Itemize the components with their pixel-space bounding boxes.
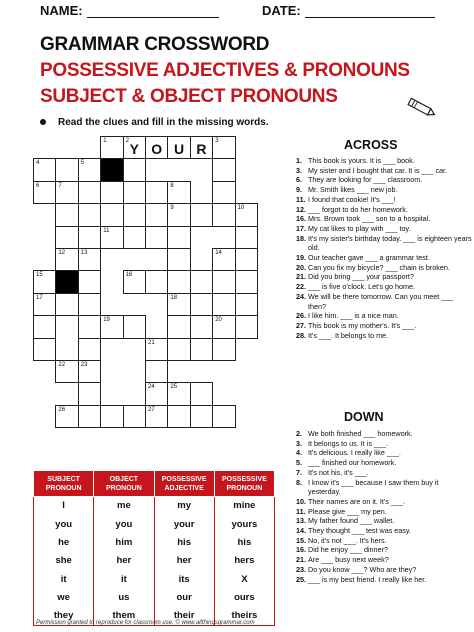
clue-text: My father found ___ wallet. [308, 516, 395, 526]
crossword-cell[interactable] [167, 248, 190, 271]
cell-number: 24 [148, 384, 155, 391]
across-clue [296, 253, 472, 263]
down-clue [296, 565, 472, 575]
cell-letter: U [174, 141, 185, 157]
down-clue [296, 507, 472, 517]
down-clue [296, 429, 472, 439]
down-clue [296, 555, 472, 565]
crossword-cell[interactable] [190, 338, 213, 361]
table-cell: theirs [214, 607, 274, 625]
crossword-cell[interactable] [212, 405, 235, 428]
crossword-cell[interactable] [100, 226, 123, 249]
clue-number: 13. [296, 516, 306, 526]
clue-text: They thought ___ test was easy. [308, 526, 411, 536]
clue-text: It's ___. It belongs to me. [308, 330, 389, 340]
table-cell: your [154, 515, 214, 533]
crossword-cell[interactable] [78, 203, 101, 226]
across-heading: ACROSS [344, 138, 398, 152]
clue-text: This book is yours. It is ___ book. [308, 156, 415, 165]
clue-number: 16. [296, 545, 306, 555]
crossword-cell[interactable] [33, 338, 56, 361]
crossword-cell[interactable] [78, 226, 101, 249]
table-cell: hers [214, 552, 274, 570]
cell-letter: R [196, 141, 207, 157]
across-clue [296, 175, 472, 185]
clue-text: Can you fix my bicycle? ___ chain is broken. [308, 262, 450, 272]
bullet-icon [40, 119, 46, 125]
crossword-cell[interactable] [212, 158, 235, 181]
clue-number: 18. [296, 233, 306, 243]
down-clue [296, 575, 472, 585]
clue-text: ___ forgot to do her homework. [308, 204, 408, 214]
table-cell: my [154, 497, 214, 515]
crossword-cell[interactable] [78, 315, 101, 338]
crossword-cell[interactable] [190, 136, 213, 159]
crossword-cell[interactable] [55, 360, 78, 383]
crossword-cell[interactable] [235, 315, 258, 338]
table-row [34, 497, 275, 515]
clue-text: It belongs to us. It is ___. [308, 438, 388, 448]
title-subject-object: SUBJECT & OBJECT PRONOUNS [40, 86, 338, 107]
crossword-cell[interactable] [167, 270, 190, 293]
clue-text: It's my sister's birthday today. ___ is eighteen years old. [308, 233, 472, 253]
cell-letter: O [151, 141, 163, 157]
crossword-cell[interactable] [212, 270, 235, 293]
clue-text: I like him. ___ is a nice man. [308, 311, 399, 321]
crossword-cell[interactable] [235, 203, 258, 226]
crossword-cell[interactable] [123, 181, 146, 204]
clue-number: 22. [296, 282, 306, 292]
clue-number: 21. [296, 272, 306, 282]
name-field [40, 3, 219, 18]
clue-text: Please give ___ my pen. [308, 506, 387, 516]
clue-number: 23. [296, 564, 306, 574]
table-cell: its [154, 570, 214, 588]
cell-number: 23 [80, 362, 88, 368]
down-clue [296, 439, 472, 449]
clue-text: They are looking for ___ classroom. [308, 175, 423, 185]
clue-text: This book is my mother's. It's ___. [308, 320, 417, 330]
crossword-cell[interactable] [78, 382, 101, 405]
cell-number: 14 [215, 250, 222, 256]
table-cell: his [154, 533, 214, 551]
crossword-black-cell [55, 270, 78, 293]
crossword-cell[interactable] [123, 136, 146, 159]
table-cell: X [214, 570, 274, 588]
cell-number: 10 [237, 205, 245, 212]
table-cell: they [34, 607, 94, 625]
down-clue [296, 536, 472, 546]
clue-number: 12. [296, 204, 306, 214]
down-clues [296, 429, 472, 584]
crossword-cell[interactable] [145, 338, 168, 361]
clue-text: No, it's not ___. It's hers. [308, 535, 387, 545]
clue-number: 17. [296, 223, 306, 233]
cell-number: 18 [170, 294, 178, 301]
crossword-cell[interactable] [78, 270, 101, 293]
crossword-black-cell [100, 158, 123, 181]
down-clue [296, 478, 472, 497]
cell-number: 3 [215, 138, 219, 144]
crossword-cell[interactable] [212, 315, 235, 338]
crossword-cell[interactable] [212, 338, 235, 361]
table-cell: he [34, 533, 94, 551]
crossword-cell[interactable] [235, 248, 258, 271]
crossword-cell[interactable] [78, 181, 101, 204]
crossword-cell[interactable] [55, 293, 78, 316]
cell-number: 2 [125, 138, 129, 144]
across-clue [296, 263, 472, 273]
clue-number: 11. [296, 506, 306, 516]
pronoun-column-header: SUBJECT PRONOUN [34, 471, 94, 497]
instruction-text: Read the clues and fill in the missing words. [58, 117, 269, 128]
crossword-cell[interactable] [33, 270, 56, 293]
table-cell: them [94, 607, 154, 625]
clue-text: Mr. Smith likes ___ new job. [308, 185, 398, 195]
crossword-cell[interactable] [235, 293, 258, 316]
crossword-cell[interactable] [167, 405, 190, 428]
clue-number: 21. [296, 555, 306, 565]
table-cell: her [154, 552, 214, 570]
crossword-cell[interactable] [78, 158, 101, 181]
crossword-cell[interactable] [190, 382, 213, 405]
table-cell: our [154, 588, 214, 606]
cell-number: 4 [36, 160, 40, 167]
clue-text: It's delicious. I really like ___. [308, 448, 401, 458]
across-clue [296, 331, 472, 341]
across-clue [296, 272, 472, 282]
clue-text: Did you bring ___ your passport? [308, 272, 414, 282]
table-cell: we [34, 588, 94, 606]
table-cell: ours [214, 588, 274, 606]
crossword-cell[interactable] [235, 270, 258, 293]
crossword-cell[interactable] [123, 405, 146, 428]
across-clue [296, 292, 472, 311]
crossword-cell[interactable] [145, 405, 168, 428]
crossword-cell[interactable] [212, 136, 235, 159]
clue-number: 19. [296, 253, 306, 263]
clue-number: 8. [296, 477, 302, 487]
clue-text: Do you know ___? Who are they? [308, 564, 417, 574]
name-label: NAME: [40, 3, 83, 18]
clue-text: ___ is five o'clock. Let's go home. [308, 282, 416, 292]
cell-number: 21 [148, 339, 155, 346]
crossword-cell[interactable] [145, 270, 168, 293]
clue-text: Mrs. Brown took ___ son to a hospital. [308, 214, 431, 224]
crossword-cell[interactable] [55, 405, 78, 428]
clue-text: Are ___ busy next week? [308, 555, 389, 565]
crossword-cell[interactable] [167, 136, 190, 159]
crossword-cell[interactable] [55, 248, 78, 271]
clue-text: ___ is my best friend. I really like her. [308, 574, 427, 584]
crossword-cell[interactable] [55, 181, 78, 204]
clue-number: 20. [296, 262, 306, 272]
crossword-cell[interactable] [78, 248, 101, 271]
crossword-cell[interactable] [33, 158, 56, 181]
cell-number: 8 [170, 182, 174, 189]
crossword-cell[interactable] [145, 360, 168, 383]
crossword-cell[interactable] [145, 181, 168, 204]
crossword-cell[interactable] [212, 203, 235, 226]
cell-number: 19 [103, 317, 110, 324]
date-line[interactable] [305, 6, 435, 18]
crossword-cell[interactable] [78, 360, 101, 383]
cell-number: 7 [58, 182, 62, 189]
crossword-cell[interactable] [123, 270, 146, 293]
down-clue [296, 458, 472, 468]
table-cell: you [34, 515, 94, 533]
cell-number: 12 [58, 250, 66, 256]
name-line[interactable] [87, 6, 219, 18]
clue-text: ___ finished our homework. [308, 458, 397, 468]
instruction [40, 117, 269, 128]
across-clues [296, 156, 472, 340]
crossword-cell[interactable] [190, 270, 213, 293]
pronoun-column-header: POSSESSIVE PRONOUN [214, 471, 274, 497]
cell-number: 20 [215, 317, 222, 324]
table-cell: me [94, 497, 154, 515]
across-clue [296, 234, 472, 253]
table-cell: mine [214, 497, 274, 515]
crossword-cell[interactable] [100, 181, 123, 204]
table-row [34, 515, 275, 533]
down-clue [296, 545, 472, 555]
crossword-cell[interactable] [100, 405, 123, 428]
crossword-cell[interactable] [78, 338, 101, 361]
crossword-cell[interactable] [123, 226, 146, 249]
crossword-cell[interactable] [78, 293, 101, 316]
crossword-cell[interactable] [145, 136, 168, 159]
across-clue [296, 214, 472, 224]
footer-copyright: Permission granted to reproduce for classroom use. © www.allthingsgrammar.com [36, 620, 255, 626]
table-cell: it [94, 570, 154, 588]
pronoun-column-header: OBJECT PRONOUN [94, 471, 154, 497]
pronoun-table [33, 470, 275, 626]
clue-number: 16. [296, 214, 306, 224]
clue-text: My sister and I bought that car. It is ___ car. [308, 165, 448, 175]
cell-number: 9 [170, 205, 174, 212]
crossword-cell[interactable] [145, 226, 168, 249]
pronoun-table-header [34, 471, 275, 497]
crossword-grid [33, 136, 285, 430]
crossword-cell[interactable] [55, 203, 78, 226]
table-cell: she [34, 552, 94, 570]
clue-number: 11. [296, 194, 306, 204]
clue-number: 10. [296, 496, 306, 506]
crossword-cell[interactable] [33, 181, 56, 204]
cell-number: 5 [80, 160, 85, 167]
across-clue [296, 311, 472, 321]
table-cell: it [34, 570, 94, 588]
clue-number: 15. [296, 535, 306, 545]
table-cell: us [94, 588, 154, 606]
down-clue [296, 497, 472, 507]
cell-number: 13 [80, 250, 88, 256]
crossword-cell[interactable] [55, 158, 78, 181]
down-clue [296, 516, 472, 526]
cell-number: 16 [125, 272, 133, 279]
crossword-cell[interactable] [167, 315, 190, 338]
across-clue [296, 166, 472, 176]
crossword-cell[interactable] [55, 226, 78, 249]
table-cell: him [94, 533, 154, 551]
clue-text: It's not his, it's ___. [308, 467, 369, 477]
crossword-cell[interactable] [33, 293, 56, 316]
table-row [34, 552, 275, 570]
clue-number: 1. [296, 156, 302, 165]
clue-number: 14. [296, 526, 306, 536]
crossword-cell[interactable] [123, 203, 146, 226]
clue-number: 7. [296, 467, 302, 477]
crossword-cell[interactable] [235, 226, 258, 249]
cell-letter: Y [129, 141, 139, 157]
crossword-cell[interactable] [212, 293, 235, 316]
cell-number: 15 [36, 272, 43, 279]
crossword-cell[interactable] [100, 136, 123, 159]
clue-text: I found that cookie! It's ___! [308, 194, 396, 204]
cell-number: 26 [58, 406, 66, 413]
down-clue [296, 468, 472, 478]
clue-text: I know it's ___ because I saw them buy it yesterday. [308, 477, 439, 497]
crossword-cell[interactable] [123, 315, 146, 338]
crossword-cell[interactable] [212, 181, 235, 204]
clue-number: 24. [296, 291, 306, 301]
clue-number: 27. [296, 320, 306, 330]
cell-number: 27 [148, 406, 155, 413]
crossword-cell[interactable] [190, 293, 213, 316]
crossword-cell[interactable] [167, 293, 190, 316]
crossword-cell[interactable] [123, 158, 146, 181]
clue-text: Their names are on it. It's ___. [308, 496, 405, 506]
clue-number: 9. [296, 185, 302, 195]
clue-text: Did he enjoy ___ dinner? [308, 545, 388, 555]
cell-number: 11 [103, 227, 110, 234]
across-clue [296, 321, 472, 331]
crossword-cell[interactable] [33, 315, 56, 338]
across-clue [296, 195, 472, 205]
clue-text: We will be there tomorrow. Can you meet ___ then? [308, 291, 454, 311]
clue-number: 4. [296, 448, 302, 458]
clue-text: Our teacher gave ___ a grammar test. [308, 253, 430, 263]
crossword-cell[interactable] [167, 382, 190, 405]
down-clue [296, 526, 472, 536]
table-cell: their [154, 607, 214, 625]
table-cell: his [214, 533, 274, 551]
crossword-cell[interactable] [167, 338, 190, 361]
crossword-cell[interactable] [167, 226, 190, 249]
date-label: DATE: [262, 3, 301, 18]
cell-number: 25 [170, 384, 178, 391]
clue-number: 25. [296, 574, 306, 584]
cell-number: 17 [36, 294, 43, 301]
table-cell: you [94, 515, 154, 533]
crossword-cell[interactable] [190, 203, 213, 226]
crossword-cell[interactable] [145, 382, 168, 405]
across-clue [296, 282, 472, 292]
down-clue [296, 448, 472, 458]
crossword-cell[interactable] [78, 405, 101, 428]
table-row [34, 533, 275, 551]
across-clue [296, 185, 472, 195]
crossword-cell[interactable] [167, 181, 190, 204]
cell-number: 1 [103, 138, 107, 144]
pencil-icon [404, 96, 438, 120]
title-possessive: POSSESSIVE ADJECTIVES & PRONOUNS [40, 60, 410, 81]
clue-text: We both finished ___ homework. [308, 429, 413, 438]
table-cell: yours [214, 515, 274, 533]
cell-number: 22 [58, 362, 66, 368]
clue-number: 26. [296, 311, 306, 321]
across-clue [296, 224, 472, 234]
clue-number: 3. [296, 438, 302, 448]
crossword-cell[interactable] [212, 248, 235, 271]
clue-number: 2. [296, 429, 302, 438]
crossword-cell[interactable] [190, 405, 213, 428]
clue-number: 28. [296, 330, 306, 340]
cell-number: 6 [36, 182, 40, 189]
clue-number: 6. [296, 175, 302, 185]
title-grammar-crossword: GRAMMAR CROSSWORD [40, 34, 270, 55]
table-cell: I [34, 497, 94, 515]
clue-text: My cat likes to play with ___ toy. [308, 223, 411, 233]
across-clue [296, 205, 472, 215]
clue-number: 5. [296, 458, 302, 468]
crossword-cell[interactable] [167, 203, 190, 226]
table-row [34, 570, 275, 588]
down-heading: DOWN [344, 410, 384, 424]
table-cell: her [94, 552, 154, 570]
date-field [262, 3, 435, 18]
table-row [34, 588, 275, 606]
pronoun-column-header: POSSESSIVE ADJECTIVE [154, 471, 214, 497]
clue-number: 3. [296, 165, 302, 175]
across-clue [296, 156, 472, 166]
crossword-cell[interactable] [100, 315, 123, 338]
